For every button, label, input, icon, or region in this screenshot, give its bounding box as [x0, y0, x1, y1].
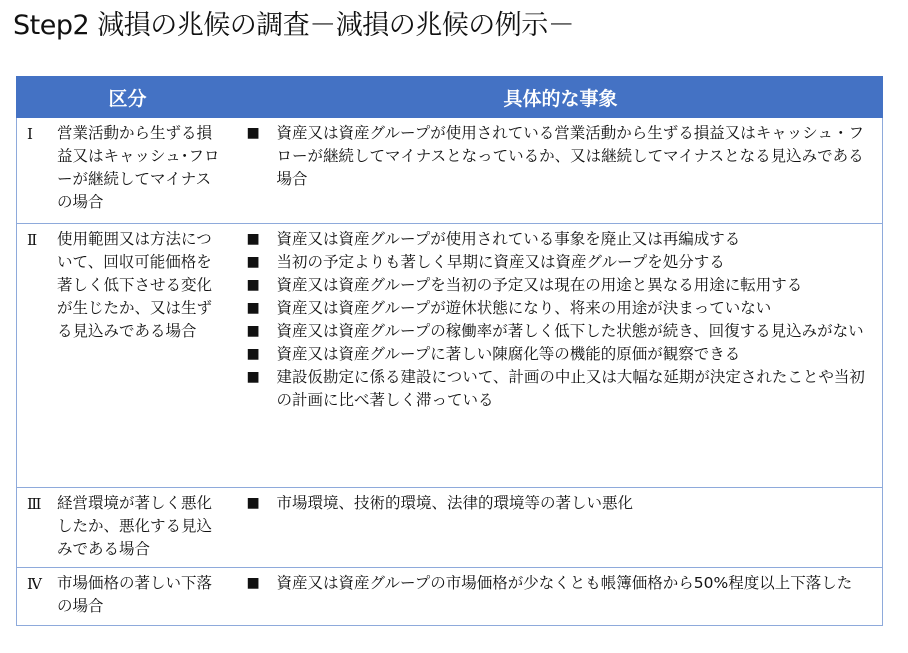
bullet-square-icon: ■ — [246, 495, 260, 511]
event-text: 資産又は資産グループの稼働率が著しく低下した状態が続き、回復する見込みがない — [276, 322, 864, 340]
bullet-square-icon: ■ — [246, 346, 260, 362]
list-item — [239, 572, 873, 595]
bullet-square-icon: ■ — [246, 125, 260, 141]
category-label: 営業活動から生ずる損益又はキャッシュ･フローが継続してマイナスの場合 — [57, 124, 220, 211]
header-events: 具体的な事象 — [239, 77, 883, 118]
event-text: 資産又は資産グループを当初の予定又は現在の用途と異なる用途に転用する — [276, 276, 803, 294]
events-cell — [239, 118, 883, 224]
event-text: 資産又は資産グループの市場価格が少なくとも帳簿価格から50%程度以上下落した — [276, 574, 853, 592]
row-numeral: Ⅰ — [27, 125, 33, 143]
list-item — [239, 320, 873, 343]
list-item — [239, 366, 873, 412]
list-item — [239, 274, 873, 297]
event-text: 資産又は資産グループが使用されている営業活動から生ずる損益又はキャッシュ・フローが継続してマイナスとなっているか、又は継続してマイナスとなる見込みである場合 — [276, 124, 864, 188]
list-item — [239, 343, 873, 366]
list-item — [239, 251, 873, 274]
table-body — [17, 118, 883, 626]
page-title: Step2 減損の兆候の調査－減損の兆候の例示－ — [13, 10, 575, 41]
bullet-square-icon: ■ — [246, 369, 260, 385]
row-numeral: Ⅳ — [27, 575, 42, 593]
event-text: 建設仮勘定に係る建設について、計画の中止又は大幅な延期が決定されたことや当初の計画に比べ著しく滞っている — [276, 368, 865, 409]
category-cell — [17, 568, 239, 626]
table-row — [17, 568, 883, 626]
category-label: 経営環境が著しく悪化したか、悪化する見込みである場合 — [57, 494, 213, 558]
table-row — [17, 118, 883, 224]
bullet-square-icon: ■ — [246, 300, 260, 316]
event-text: 資産又は資産グループに著しい陳腐化等の機能的原価が観察できる — [276, 345, 741, 363]
event-text: 資産又は資産グループが遊休状態になり、将来の用途が決まっていない — [276, 299, 772, 317]
list-item — [239, 228, 873, 251]
list-item — [239, 122, 873, 191]
category-cell — [17, 488, 239, 568]
category-label: 市場価格の著しい下落の場合 — [57, 574, 213, 615]
category-cell — [17, 118, 239, 224]
row-numeral: Ⅲ — [27, 495, 42, 513]
event-text: 当初の予定よりも著しく早期に資産又は資産グループを処分する — [276, 253, 725, 271]
bullet-square-icon: ■ — [246, 323, 260, 339]
event-text: 資産又は資産グループが使用されている事象を廃止又は再編成する — [276, 230, 741, 248]
table-row — [17, 224, 883, 488]
bullet-square-icon: ■ — [246, 231, 260, 247]
category-label: 使用範囲又は方法について、回収可能価格を著しく低下させる変化が生じたか、又は生ずる見込みである場合 — [57, 230, 213, 340]
table-row — [17, 488, 883, 568]
category-cell — [17, 224, 239, 488]
bullet-square-icon: ■ — [246, 254, 260, 270]
header-category: 区分 — [17, 77, 239, 118]
list-item — [239, 297, 873, 320]
event-text: 市場環境、技術的環境、法律的環境等の著しい悪化 — [276, 494, 634, 512]
bullet-square-icon: ■ — [246, 277, 260, 293]
list-item — [239, 492, 873, 515]
impairment-indicators-table — [16, 76, 883, 626]
bullet-square-icon: ■ — [246, 575, 260, 591]
table-header-row — [17, 77, 883, 118]
events-cell — [239, 488, 883, 568]
row-numeral: Ⅱ — [27, 231, 38, 249]
events-cell — [239, 568, 883, 626]
events-cell — [239, 224, 883, 488]
